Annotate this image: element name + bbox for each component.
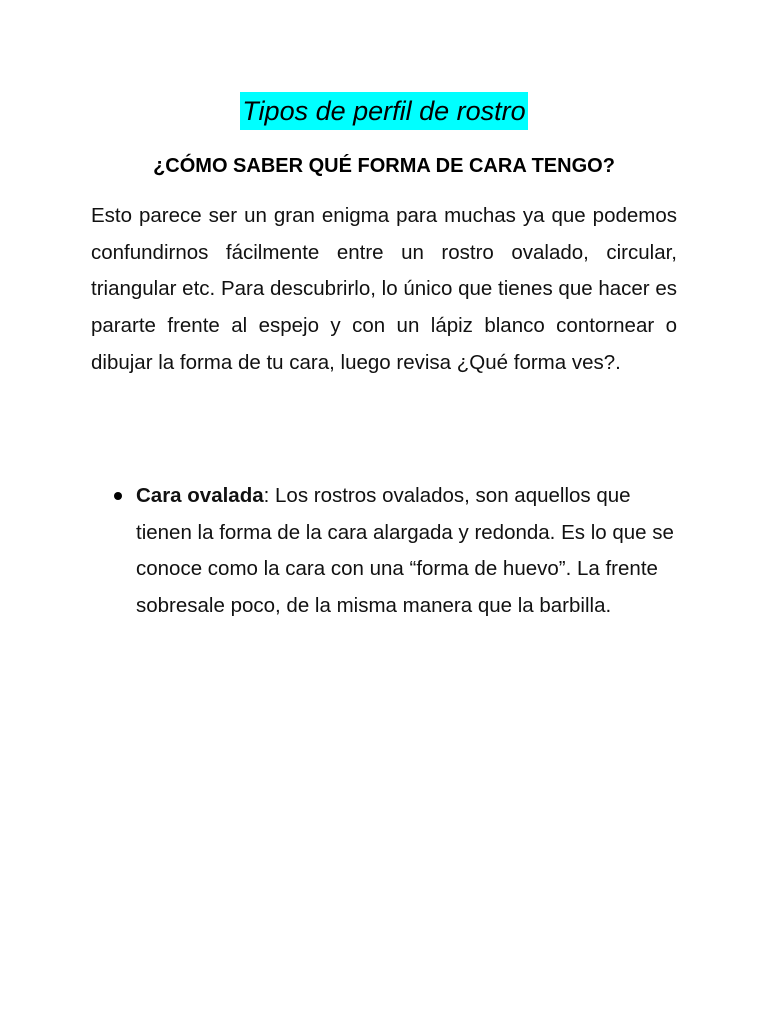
face-shape-list bbox=[0, 478, 768, 625]
section-heading: ¿CÓMO SABER QUÉ FORMA DE CARA TENGO? bbox=[153, 155, 615, 177]
page-title: Tipos de perfil de rostro bbox=[240, 92, 527, 130]
bullet-term: Cara ovalada bbox=[136, 484, 264, 507]
bullet-icon bbox=[114, 492, 122, 500]
bullet-description: : Los rostros ovalados, son aquellos que tienen la forma de la cara alargada y redonda. Es lo que se conoce como la cara con una “forma de huevo”. La frente sobresale poco, de la misma manera que la barbilla. bbox=[136, 484, 674, 618]
intro-paragraph: Esto parece ser un gran enigma para muchas ya que podemos confundirnos fácilmente entre un rostro ovalado, circular, triangular etc. Para descubrirlo, lo único que tienes que hacer es pararte frente al espejo y con un lápiz blanco contornear o dibujar la forma de tu cara, luego revisa ¿Qué forma ves?. bbox=[91, 204, 677, 374]
list-item bbox=[0, 478, 686, 625]
title-container bbox=[0, 92, 768, 130]
